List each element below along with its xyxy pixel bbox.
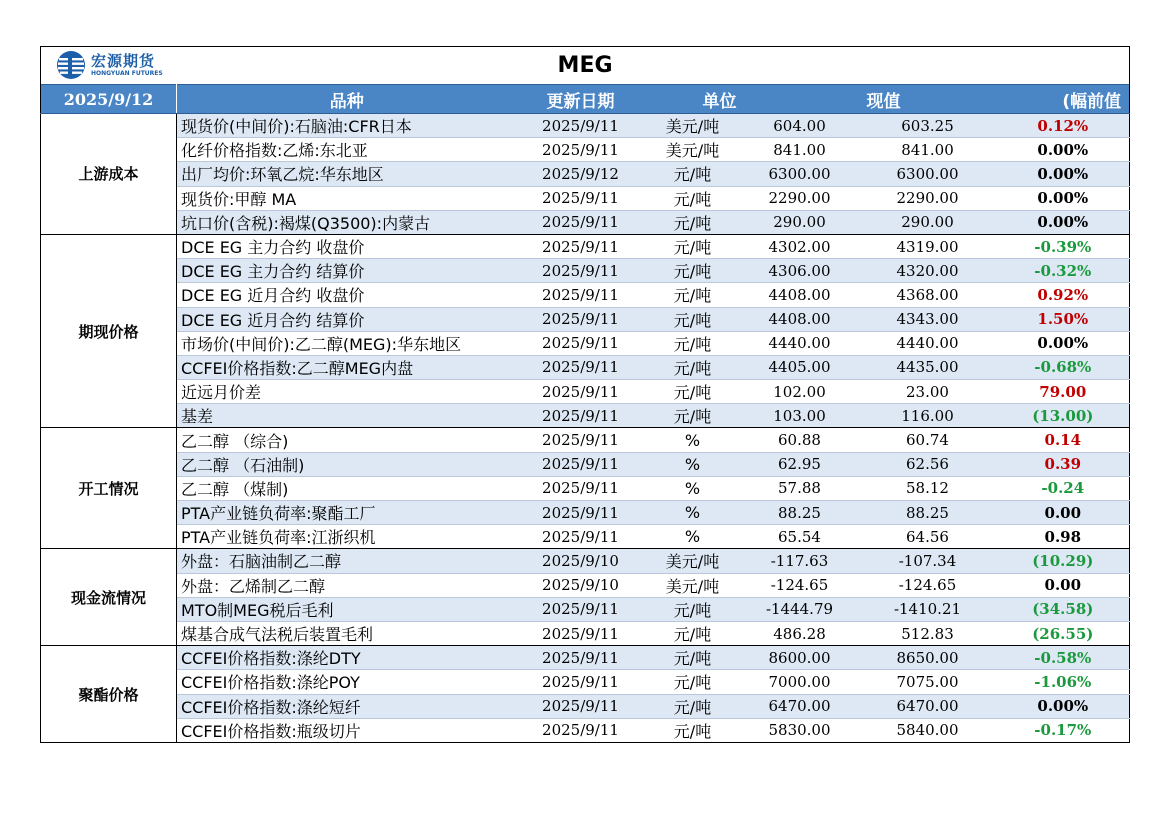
change-value: -0.17% [997,718,1130,742]
variety-name: 市场价(中间价):乙二醇(MEG):华东地区 [177,331,517,355]
current-value: 4306.00 [741,259,859,283]
change-value: 79.00 [997,380,1130,404]
variety-name: 近远月价差 [177,380,517,404]
logo-english-text: HONGYUAN FUTURES [91,69,163,77]
previous-value: 7075.00 [859,670,997,694]
current-value: 841.00 [741,138,859,162]
previous-value: 603.25 [859,114,997,138]
current-value: -1444.79 [741,597,859,621]
previous-value: 116.00 [859,404,997,428]
variety-name: CCFEI价格指数:瓶级切片 [177,718,517,742]
current-value: 486.28 [741,621,859,645]
current-value: 6470.00 [741,694,859,718]
update-date: 2025/9/11 [517,428,645,452]
logo-chinese-text: 宏源期货 [91,51,156,70]
update-date: 2025/9/11 [517,259,645,283]
change-value: -0.39% [997,234,1130,258]
header-current: 现值 [859,85,997,114]
update-date: 2025/9/11 [517,186,645,210]
change-value: 0.00% [997,331,1130,355]
change-value: 0.00% [997,186,1130,210]
table-row [41,718,1130,742]
report-date: 2025/9/12 [41,85,177,114]
column-header-row [41,85,1130,114]
change-value: -0.32% [997,259,1130,283]
current-value: 57.88 [741,476,859,500]
update-date: 2025/9/11 [517,331,645,355]
update-date: 2025/9/11 [517,646,645,670]
hongyuan-logo [55,50,163,80]
variety-name: 现货价:甲醇 MA [177,186,517,210]
table-row [41,428,1130,452]
current-value: -124.65 [741,573,859,597]
meg-table [40,46,1130,743]
unit: % [645,428,741,452]
table-row [41,331,1130,355]
unit: 元/吨 [645,404,741,428]
unit: 元/吨 [645,210,741,234]
previous-value: 5840.00 [859,718,997,742]
change-value: -1.06% [997,670,1130,694]
table-row [41,476,1130,500]
previous-value: 4368.00 [859,283,997,307]
variety-name: CCFEI价格指数:涤纶DTY [177,646,517,670]
current-value: 102.00 [741,380,859,404]
previous-value: 60.74 [859,428,997,452]
category-label: 开工情况 [41,428,177,549]
current-value: 4408.00 [741,283,859,307]
table-row [41,597,1130,621]
unit: 美元/吨 [645,114,741,138]
change-value: 0.12% [997,114,1130,138]
meg-data-sheet [40,46,1129,743]
change-value: (10.29) [997,549,1130,573]
update-date: 2025/9/11 [517,283,645,307]
current-value: 4440.00 [741,331,859,355]
previous-value: 2290.00 [859,186,997,210]
current-value: 88.25 [741,501,859,525]
previous-value: 62.56 [859,452,997,476]
category-label: 期现价格 [41,234,177,428]
table-row [41,573,1130,597]
update-date: 2025/9/12 [517,162,645,186]
category-label: 现金流情况 [41,549,177,646]
change-value: (13.00) [997,404,1130,428]
current-value: 4302.00 [741,234,859,258]
unit: 元/吨 [645,380,741,404]
current-value: 8600.00 [741,646,859,670]
variety-name: MTO制MEG税后毛利 [177,597,517,621]
unit: % [645,525,741,549]
table-row [41,380,1130,404]
previous-value: 290.00 [859,210,997,234]
current-value: -117.63 [741,549,859,573]
hongyuan-logo-icon [55,50,87,80]
variety-name: 乙二醇 （煤制) [177,476,517,500]
update-date: 2025/9/11 [517,476,645,500]
table-row [41,162,1130,186]
update-date: 2025/9/11 [517,355,645,379]
unit: 元/吨 [645,186,741,210]
variety-name: CCFEI价格指数:涤纶短纤 [177,694,517,718]
variety-name: 乙二醇 （石油制) [177,452,517,476]
header-previous: (幅前值 [997,85,1130,114]
previous-value: 64.56 [859,525,997,549]
update-date: 2025/9/10 [517,549,645,573]
variety-name: PTA产业链负荷率:江浙织机 [177,525,517,549]
previous-value: 512.83 [859,621,997,645]
unit: % [645,476,741,500]
current-value: 60.88 [741,428,859,452]
table-row [41,186,1130,210]
variety-name: 现货价(中间价):石脑油:CFR日本 [177,114,517,138]
change-value: (26.55) [997,621,1130,645]
unit: 元/吨 [645,646,741,670]
change-value: 0.00% [997,694,1130,718]
previous-value: -107.34 [859,549,997,573]
table-row [41,621,1130,645]
previous-value: 4319.00 [859,234,997,258]
change-value: -0.24 [997,476,1130,500]
unit: 元/吨 [645,718,741,742]
unit: 元/吨 [645,355,741,379]
current-value: 65.54 [741,525,859,549]
unit: 美元/吨 [645,138,741,162]
variety-name: 乙二醇 （综合) [177,428,517,452]
update-date: 2025/9/11 [517,718,645,742]
unit: 美元/吨 [645,573,741,597]
variety-name: DCE EG 近月合约 结算价 [177,307,517,331]
current-value: 290.00 [741,210,859,234]
unit: 元/吨 [645,234,741,258]
table-row [41,283,1130,307]
table-row [41,549,1130,573]
category-label: 上游成本 [41,114,177,235]
update-date: 2025/9/11 [517,210,645,234]
previous-value: -1410.21 [859,597,997,621]
table-row [41,114,1130,138]
update-date: 2025/9/11 [517,404,645,428]
update-date: 2025/9/11 [517,525,645,549]
previous-value: 8650.00 [859,646,997,670]
update-date: 2025/9/10 [517,573,645,597]
table-row [41,404,1130,428]
variety-name: 外盘：石脑油制乙二醇 [177,549,517,573]
change-value: 0.00% [997,162,1130,186]
update-date: 2025/9/11 [517,114,645,138]
table-row [41,138,1130,162]
change-value: 0.98 [997,525,1130,549]
variety-name: DCE EG 主力合约 收盘价 [177,234,517,258]
unit: 元/吨 [645,670,741,694]
table-row [41,525,1130,549]
previous-value: 6300.00 [859,162,997,186]
unit: % [645,452,741,476]
variety-name: 化纤价格指数:乙烯:东北亚 [177,138,517,162]
unit: 美元/吨 [645,549,741,573]
update-date: 2025/9/11 [517,597,645,621]
change-value: -0.58% [997,646,1130,670]
title-row [41,47,1130,85]
change-value: 0.00 [997,501,1130,525]
previous-value: 4440.00 [859,331,997,355]
previous-value: 6470.00 [859,694,997,718]
unit: 元/吨 [645,259,741,283]
title-cell [41,47,1130,85]
previous-value: -124.65 [859,573,997,597]
current-value: 7000.00 [741,670,859,694]
change-value: 0.92% [997,283,1130,307]
change-value: (34.58) [997,597,1130,621]
table-row [41,670,1130,694]
previous-value: 58.12 [859,476,997,500]
update-date: 2025/9/11 [517,307,645,331]
variety-name: 煤基合成气法税后装置毛利 [177,621,517,645]
update-date: 2025/9/11 [517,452,645,476]
variety-name: 出厂均价:环氧乙烷:华东地区 [177,162,517,186]
sheet-title: MEG [557,53,613,78]
category-label: 聚酯价格 [41,646,177,743]
variety-name: DCE EG 主力合约 结算价 [177,259,517,283]
unit: 元/吨 [645,162,741,186]
update-date: 2025/9/11 [517,670,645,694]
table-row [41,259,1130,283]
table-row [41,234,1130,258]
change-value: 0.00% [997,138,1130,162]
unit: 元/吨 [645,283,741,307]
current-value: 604.00 [741,114,859,138]
current-value: 5830.00 [741,718,859,742]
current-value: 6300.00 [741,162,859,186]
update-date: 2025/9/11 [517,138,645,162]
previous-value: 4320.00 [859,259,997,283]
previous-value: 88.25 [859,501,997,525]
unit: 元/吨 [645,621,741,645]
previous-value: 4435.00 [859,355,997,379]
current-value: 4408.00 [741,307,859,331]
table-row [41,355,1130,379]
update-date: 2025/9/11 [517,621,645,645]
table-row [41,307,1130,331]
table-row [41,210,1130,234]
header-unit: 单位 [645,85,741,114]
change-value: 0.00% [997,210,1130,234]
variety-name: 外盘：乙烯制乙二醇 [177,573,517,597]
header-spacer [741,85,859,114]
table-row [41,694,1130,718]
change-value: 1.50% [997,307,1130,331]
unit: 元/吨 [645,694,741,718]
previous-value: 4343.00 [859,307,997,331]
variety-name: 基差 [177,404,517,428]
change-value: 0.39 [997,452,1130,476]
update-date: 2025/9/11 [517,234,645,258]
table-row [41,452,1130,476]
variety-name: CCFEI价格指数:乙二醇MEG内盘 [177,355,517,379]
variety-name: PTA产业链负荷率:聚酯工厂 [177,501,517,525]
current-value: 62.95 [741,452,859,476]
table-row [41,501,1130,525]
header-update-date: 更新日期 [517,85,645,114]
table-row [41,646,1130,670]
unit: 元/吨 [645,597,741,621]
unit: 元/吨 [645,331,741,355]
variety-name: DCE EG 近月合约 收盘价 [177,283,517,307]
previous-value: 23.00 [859,380,997,404]
variety-name: CCFEI价格指数:涤纶POY [177,670,517,694]
change-value: -0.68% [997,355,1130,379]
current-value: 4405.00 [741,355,859,379]
current-value: 2290.00 [741,186,859,210]
update-date: 2025/9/11 [517,694,645,718]
update-date: 2025/9/11 [517,380,645,404]
update-date: 2025/9/11 [517,501,645,525]
unit: % [645,501,741,525]
change-value: 0.14 [997,428,1130,452]
header-variety: 品种 [177,85,517,114]
current-value: 103.00 [741,404,859,428]
previous-value: 841.00 [859,138,997,162]
unit: 元/吨 [645,307,741,331]
change-value: 0.00 [997,573,1130,597]
variety-name: 坑口价(含税):褐煤(Q3500):内蒙古 [177,210,517,234]
